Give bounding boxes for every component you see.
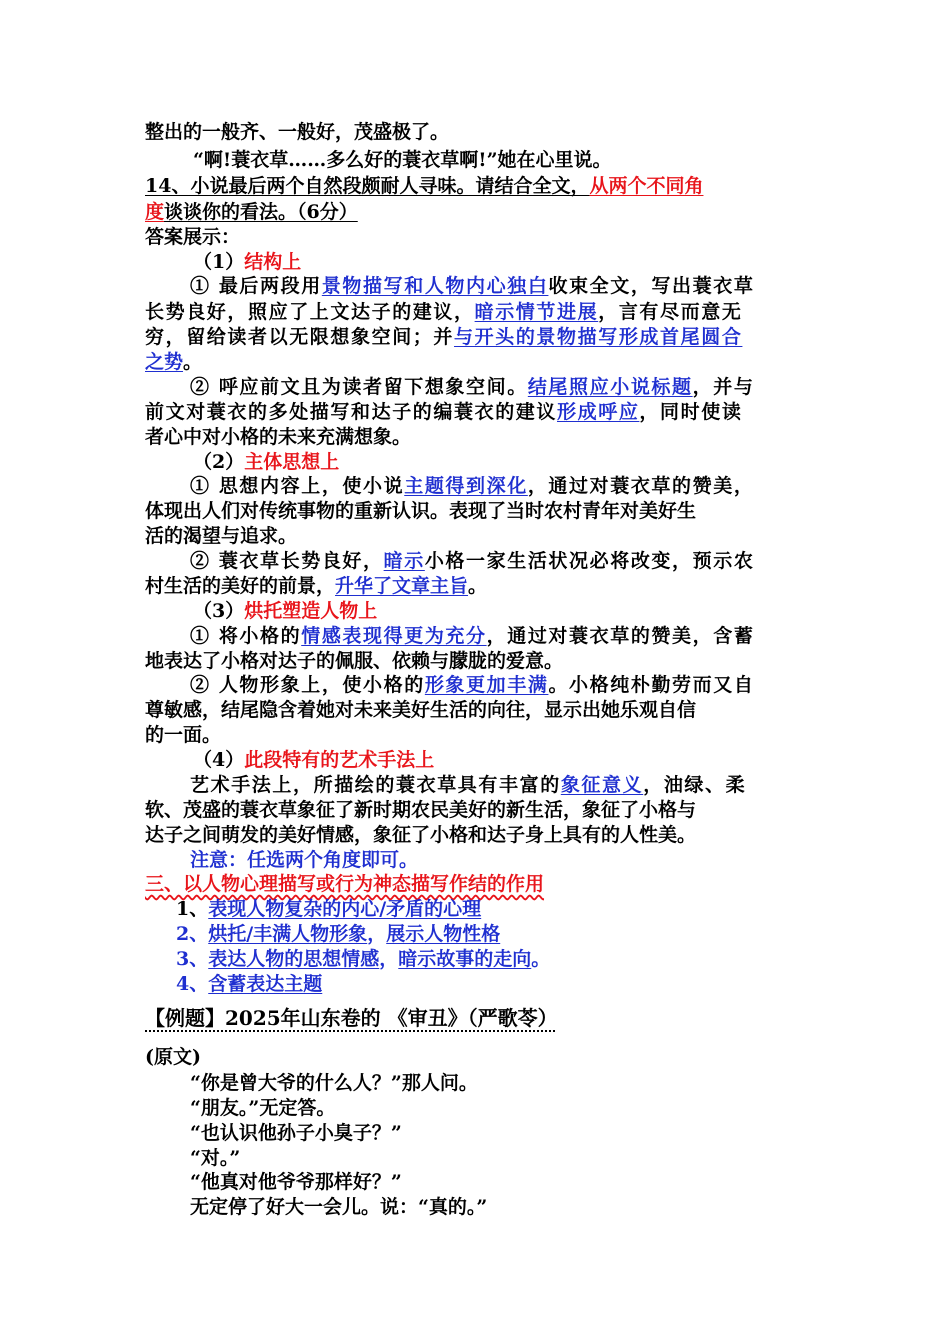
list-item-text: 表达人物的思想情感 — [208, 948, 380, 970]
text-run: 。小格纯朴勤劳而又自 — [548, 674, 755, 696]
list-item-text: 含蓄表达主题 — [208, 973, 323, 995]
keyword-highlight: 景物描写和人物内心独白 — [321, 275, 549, 297]
text-run: 前文对蓑衣的多处描写和达子的编蓑衣的建议 — [145, 401, 558, 423]
keyword-highlight: 主题得到深化 — [404, 475, 528, 497]
keyword-highlight: 形成呼应 — [557, 401, 640, 423]
question-14-line-2 — [145, 200, 358, 224]
question-14-emphasis-end: 度 — [145, 201, 165, 223]
text-run: 村生活的美好的前景， — [145, 575, 336, 597]
section-1-para-1-line-2 — [145, 300, 742, 324]
text-run: ② 呼应前文且为读者留下想象空间。 — [190, 376, 528, 398]
section-2-heading — [193, 450, 339, 474]
keyword-highlight: 之势 — [145, 351, 184, 373]
dialogue-line: “他真对他爷爷那样好？” — [190, 1171, 402, 1193]
list-item — [176, 922, 500, 946]
dialogue-line: “对。” — [190, 1147, 241, 1169]
list-item-text: 暗示故事的走向 — [398, 948, 532, 970]
section-1-para-2-line-1 — [190, 375, 754, 399]
list-item-text: 。 — [531, 948, 551, 970]
section-3-para-2-line-1 — [190, 673, 754, 697]
example-heading: 【例题】2025年山东卷的 《审丑》（严歌苓） — [145, 1006, 558, 1030]
section-3-title: 烘托塑造人物上 — [244, 600, 378, 622]
section-2-para-1-line-3: 活的渴望与追求。 — [145, 525, 298, 547]
text-run: ① 将小格的 — [190, 625, 302, 647]
keyword-highlight: 暗示情节进展 — [474, 301, 599, 323]
text-run: ，同时使读 — [639, 401, 743, 423]
text-run: ，油绿、柔 — [643, 774, 747, 796]
keyword-highlight: 形象更加丰满 — [424, 674, 549, 696]
text-run: ② 人物形象上，使小格的 — [190, 674, 425, 696]
dialogue-line: “也认识他孙子小臭子？” — [190, 1122, 402, 1144]
section-2-para-1-line-1 — [190, 474, 754, 498]
section-1-para-1-line-3 — [145, 325, 742, 349]
section-1-para-1-line-4 — [145, 350, 202, 374]
section-4-heading — [193, 748, 434, 772]
dialogue-line: “朋友。”无定答。 — [190, 1097, 336, 1119]
text-run: 长势良好，照应了上文达子的建议， — [145, 301, 475, 323]
text-run: 穷，留给读者以无限想象空间；并 — [145, 326, 455, 348]
text-run: 。 — [468, 575, 488, 597]
text-run: ② 蓑衣草长势良好， — [190, 550, 384, 572]
section-1-para-2-line-3: 者心中对小格的未来充满想象。 — [145, 426, 412, 448]
list-number: 2、 — [176, 923, 209, 945]
list-item — [176, 897, 481, 921]
list-item-text: ， — [379, 948, 399, 970]
keyword-highlight: 升华了文章主旨 — [335, 575, 469, 597]
source-label: (原文) — [145, 1046, 201, 1068]
section-4-para-1-line-2: 软、茂盛的蓑衣草象征了新时期农民美好的新生活，象征了小格与 — [145, 799, 697, 821]
list-number: 3、 — [176, 948, 209, 970]
section-3-para-1-line-2: 地表达了小格对达子的佩服、依赖与朦胧的爱意。 — [145, 650, 564, 672]
question-14-prefix: 14、小说最后两个自然段颇耐人寻味。请结合全文， — [145, 175, 590, 197]
text-run: ，通过对蓑衣草的赞美，含蓄 — [486, 625, 755, 647]
text-run: ，并与 — [692, 376, 755, 398]
section-3-heading — [193, 599, 377, 623]
question-14-suffix: 谈谈你的看法。（6分） — [164, 201, 358, 223]
section-3-num: （3） — [193, 600, 245, 622]
list-number: 4、 — [176, 973, 209, 995]
section-4-title: 此段特有的艺术手法上 — [244, 749, 435, 771]
keyword-highlight: 情感表现得更为充分 — [301, 625, 487, 647]
section-1-para-2-line-2 — [145, 400, 742, 424]
section-4-num: （4） — [193, 749, 245, 771]
keyword-highlight: 象征意义 — [560, 774, 644, 796]
text-run: 小格一家生活状况必将改变，预示农 — [424, 550, 755, 572]
question-14-line-1 — [145, 174, 703, 198]
keyword-highlight: 与开头的景物描写形成首尾圆合 — [454, 326, 743, 348]
text-run: ① 最后两段用 — [190, 275, 322, 297]
section-2-title: 主体思想上 — [244, 451, 340, 473]
answer-label: 答案展示： — [145, 226, 241, 248]
section-1-para-1-line-1 — [190, 274, 754, 298]
list-item — [176, 972, 322, 996]
intro-line-2: “啊!蓑衣草……多么好的蓑衣草啊!”她在心里说。 — [193, 149, 612, 171]
note: 注意：任选两个角度即可。 — [190, 849, 419, 871]
text-run: ① 思想内容上，使小说 — [190, 475, 405, 497]
section-4-para-1-line-3: 达子之间萌发的美好情感，象征了小格和达子身上具有的人性美。 — [145, 824, 697, 846]
section-1-num: （1） — [193, 251, 245, 273]
dialogue-line: “你是曾大爷的什么人？”那人问。 — [190, 1072, 478, 1094]
section-4-para-1-line-1 — [190, 773, 746, 797]
dialogue-line: 无定停了好大一会儿。说：“真的。” — [190, 1196, 488, 1218]
intro-line-1: 整出的一般齐、一般好，茂盛极了。 — [145, 121, 450, 143]
list-item-text: 展示人物性格 — [386, 923, 501, 945]
text-run: ，通过对蓑衣草的赞美， — [527, 475, 755, 497]
text-run: 收束全文，写出蓑衣草 — [548, 275, 755, 297]
section-2-num: （2） — [193, 451, 245, 473]
list-item — [176, 947, 550, 971]
section-1-title: 结构上 — [244, 251, 302, 273]
text-run: 。 — [183, 351, 203, 373]
section-2-para-1-line-2: 体现出人们对传统事物的重新认识。表现了当时农村青年对美好生 — [145, 500, 697, 522]
section-2-para-2-line-2 — [145, 574, 487, 598]
section-2-para-2-line-1 — [190, 549, 754, 573]
list-item-text: 烘托/丰满人物形象 — [208, 923, 368, 945]
section-1-heading — [193, 250, 301, 274]
list-number: 1、 — [176, 898, 209, 920]
list-item-text: 表现人物复杂的内心/矛盾的心理 — [208, 898, 482, 920]
section-3-para-1-line-1 — [190, 624, 754, 648]
keyword-highlight: 暗示 — [383, 550, 425, 572]
text-run: ，言有尽而意无 — [598, 301, 743, 323]
keyword-highlight: 结尾照应小说标题 — [527, 376, 693, 398]
question-14-emphasis: 从两个不同角 — [589, 175, 704, 197]
section-three-title: 三、以人物心理描写或行为神态描写作结的作用 — [145, 873, 545, 895]
section-3-para-2-line-3: 的一面。 — [145, 724, 222, 746]
list-item-text: ， — [367, 923, 387, 945]
text-run: 艺术手法上，所描绘的蓑衣草具有丰富的 — [190, 774, 561, 796]
section-3-para-2-line-2: 尊敏感，结尾隐含着她对未来美好生活的向往，显示出她乐观自信 — [145, 699, 697, 721]
